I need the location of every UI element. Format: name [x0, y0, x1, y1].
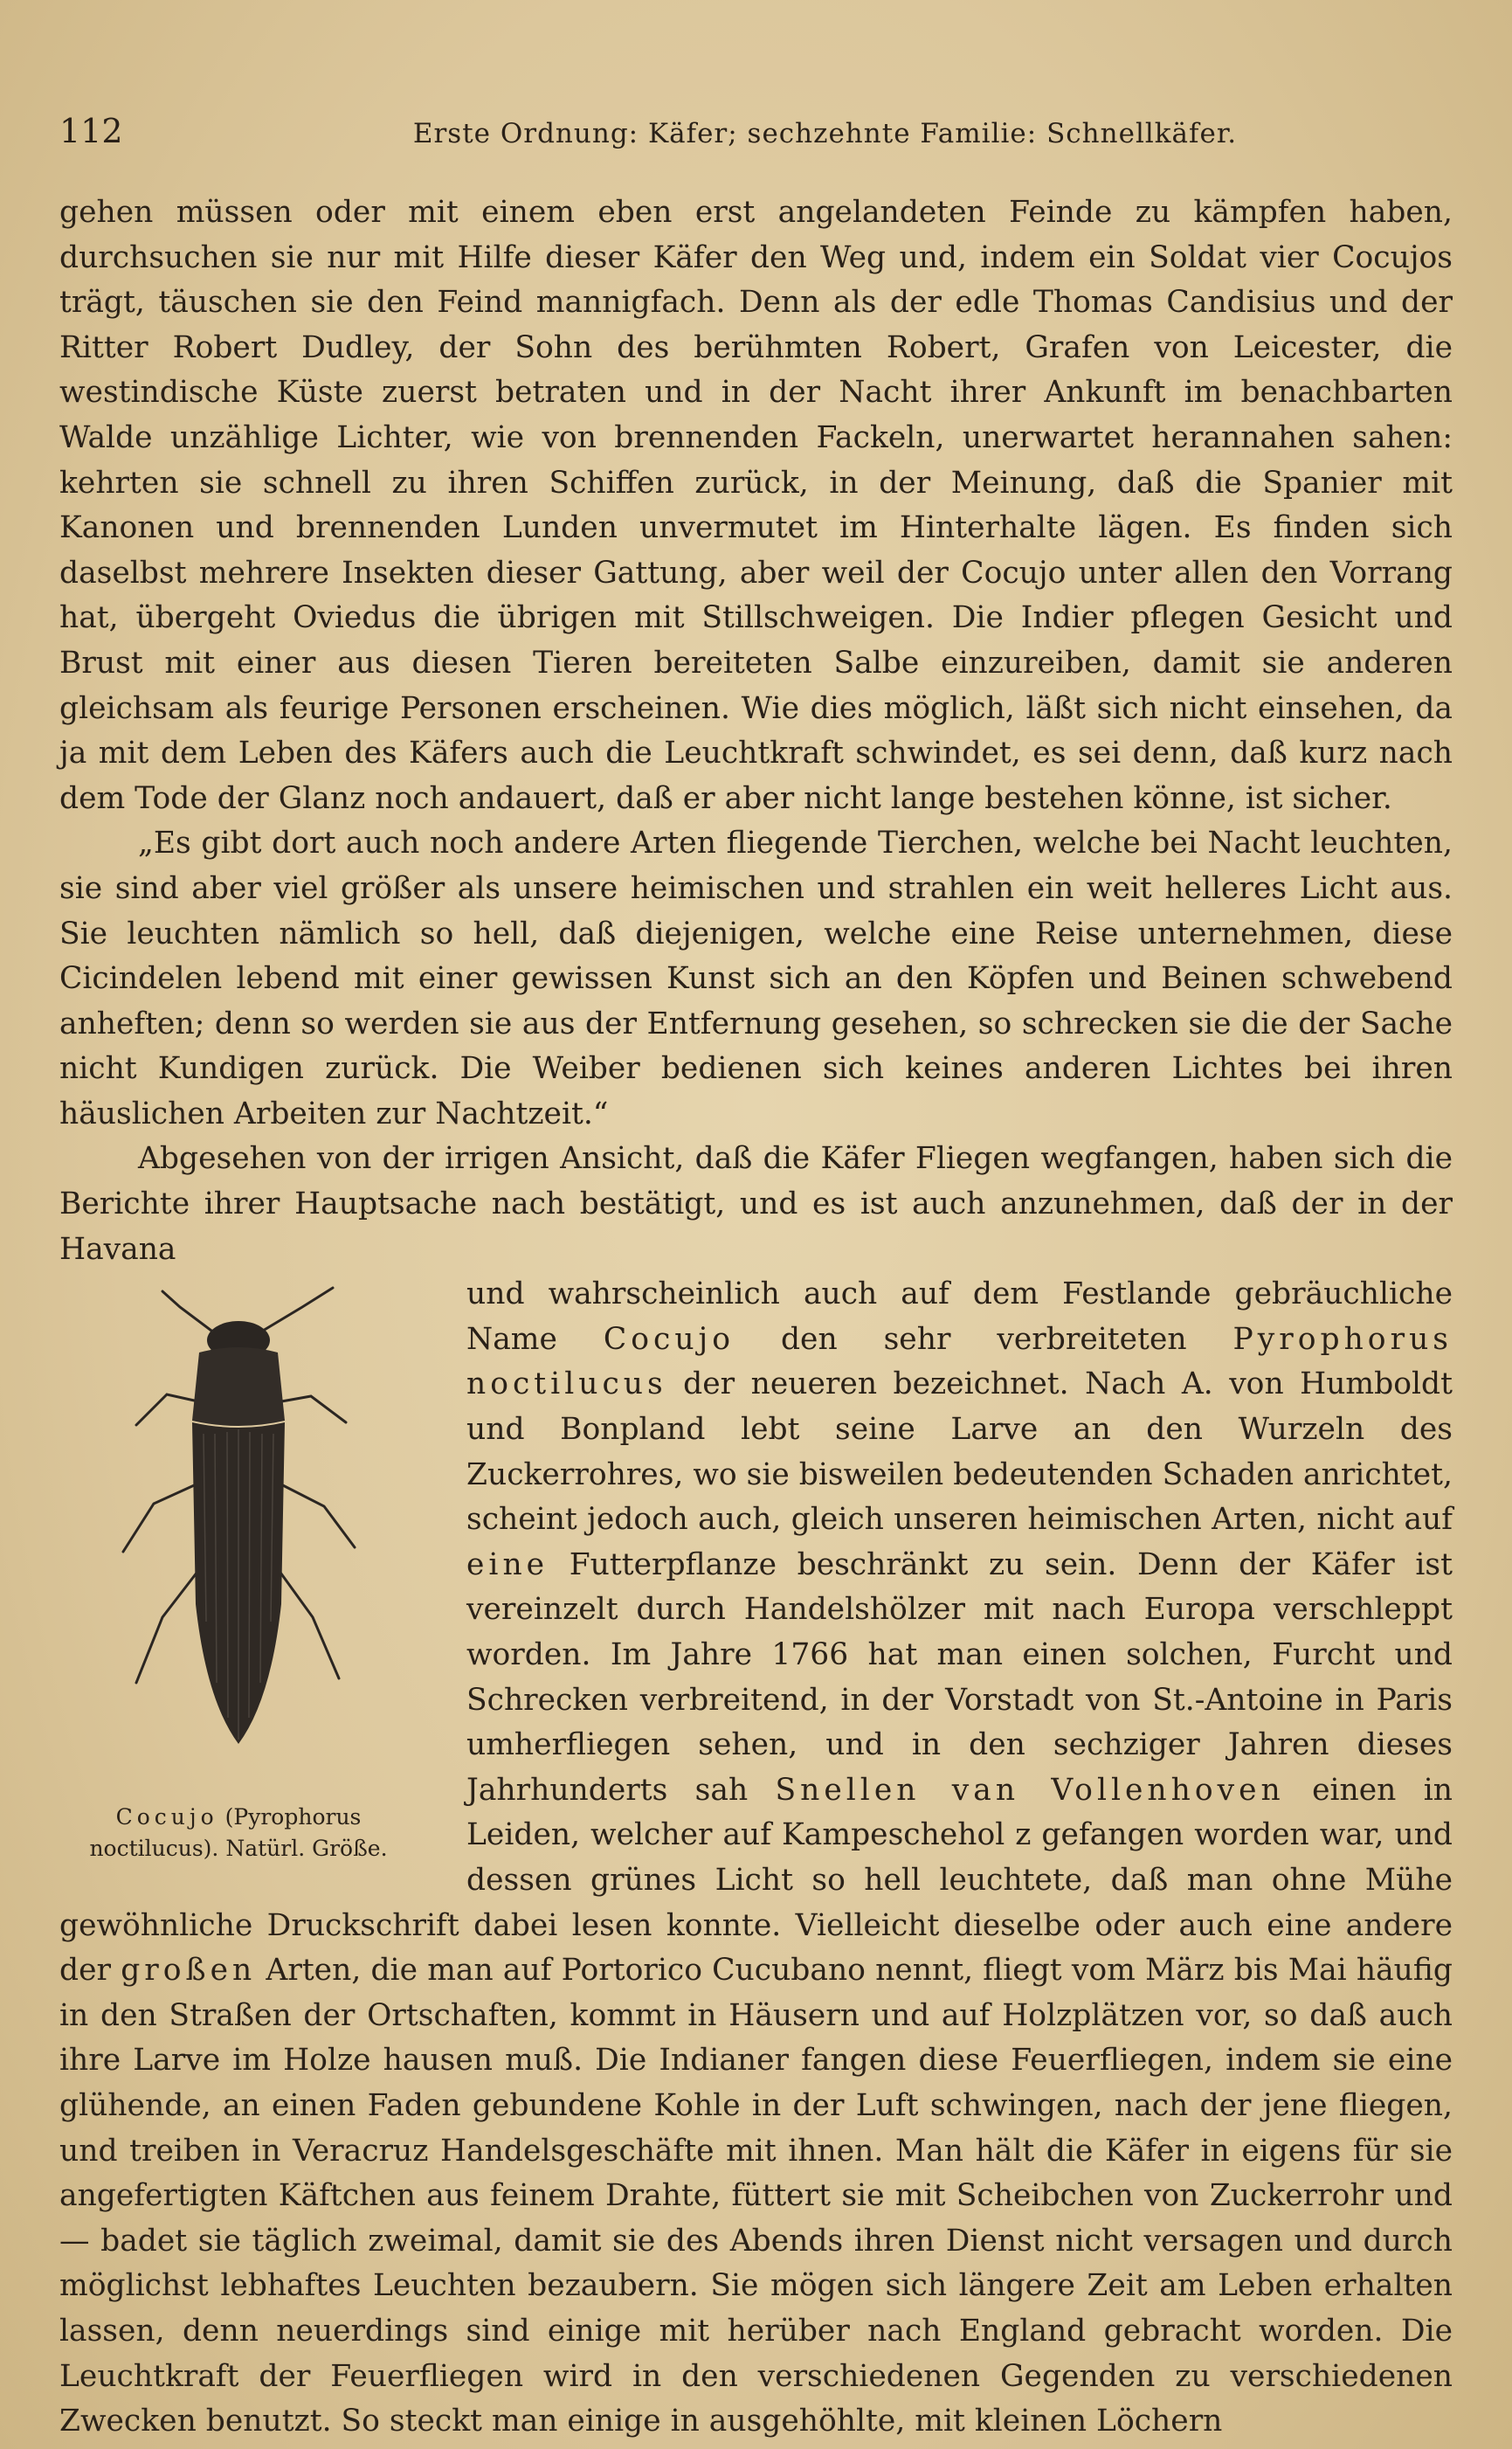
caption-species: (Pyrophorus noctilucus). [89, 1804, 362, 1862]
term-cocujo: Cocujo [603, 1321, 735, 1357]
figure-caption [59, 1802, 418, 1864]
page-body [59, 190, 1453, 2445]
paragraph-3-part-a: und wahrscheinlich auch auf dem Festlande gebräuchliche Name [466, 1276, 1453, 1357]
caption-size: Natürl. Größe. [225, 1836, 388, 1862]
term-species: Pyrophorus noctilucus [466, 1321, 1453, 1402]
paragraph-3-part-f: Arten, die man auf Portorico Cucubano nennt, fliegt vom März bis Mai häufig in den Straßen der Ortschaften, kommt in Häusern und auf Holzplätzen vor, so daß auch ihre Larve im Holze hausen muß. Die Indianer fangen diese Feuerfliegen, indem sie eine glühende, an einen Faden gebundene Kohle in der Luft schwingen, nach der jene fliegen, und treiben in Veracruz Handelsgeschäfte mit ihnen. Man hält die Käfer in eigens für sie angefertigten Käftchen aus feinem Drahte, füttert sie mit Scheibchen von Zuckerrohr und — badet sie täglich zweimal, damit sie des Abends ihren Dienst nicht versagen und durch möglichst lebhaftes Leuchten bezaubern. Sie mögen sich längere Zeit am Leben erhalten lassen, denn neuerdings sind einige mit herüber nach England gebracht worden. Die Leuchtkraft der Feuerfliegen wird in den verschiedenen Gegenden zu verschiedenen Zwecken benutzt. So steckt man einige in ausgehöhlte, mit kleinen Löchern [59, 1953, 1453, 2439]
caption-name: Cocujo [115, 1804, 218, 1830]
page-header [59, 112, 1451, 156]
paragraph-3-lead: Abgesehen von der irrigen Ansicht, daß die Käfer Fliegen wegfangen, haben sich die Berichte ihrer Hauptsache nach bestätigt, und es ist auch anzunehmen, daß der in der Havana [59, 1141, 1453, 1267]
term-grossen: großen [121, 1953, 257, 1989]
paragraph-3-part-d: Futterpflanze beschränkt zu sein. Denn der Käfer ist vereinzelt durch Handelshölzer mit nach Europa verschleppt worden. Im Jahre 1766 hat man einen solchen, Furcht und Schrecken verbreitend, in der Vorstadt von St.-Antoine in Paris umherfliegen sehen, und in den sechziger Jahren dieses Jahrhunderts sah [466, 1546, 1453, 1808]
beetle-figure [59, 1272, 435, 1897]
beetle-illustration-icon [84, 1272, 398, 1761]
paragraph-3-part-b: den sehr verbreiteten [735, 1321, 1233, 1357]
paragraph-3-part-c: der neueren bezeichnet. Nach A. von Humboldt und Bonpland lebt seine Larve an den Wurzeln des Zuckerrohres, wo sie bisweilen bedeutenden Schaden anrichtet, scheint jedoch auch, gleich unseren heimischen Arten, nicht auf [466, 1366, 1453, 1538]
term-eine: eine [466, 1546, 549, 1582]
page-number: 112 [59, 112, 123, 150]
paragraph-1: gehen müssen oder mit einem eben erst angelandeten Feinde zu kämpfen haben, durchsuchen sie nur mit Hilfe dieser Käfer den Weg und, indem ein Soldat vier Cocujos trägt, täuschen sie den Feind mannigfach. Denn als der edle Thomas Candisius und der Ritter Robert Dudley, der Sohn des berühmten Robert, Grafen von Leicester, die westindische Küste zuerst betraten und in der Nacht ihrer Ankunft im benachbarten Walde unzählige Lichter, wie von brennenden Fackeln, unerwartet herannahen sahen: kehrten sie schnell zu ihren Schiffen zurück, in der Meinung, daß die Spanier mit Kanonen und brennenden Lunden unvermutet im Hinterhalte lägen. Es finden sich daselbst mehrere Insekten dieser Gattung, aber weil der Cocujo unter allen den Vorrang hat, übergeht Oviedus die übrigen mit Stillschweigen. Die Indier pflegen Gesicht und Brust mit einer aus diesen Tieren bereiteten Salbe einzureiben, damit sie anderen gleichsam als feurige Personen erscheinen. Wie dies möglich, läßt sich nicht einsehen, da ja mit dem Leben des Käfers auch die Leuchtkraft schwindet, es sei denn, daß kurz nach dem Tode der Glanz noch andauert, daß er aber nicht lange bestehen könne, ist sicher. [59, 195, 1453, 816]
term-snellen: Snellen van Vollenhoven [775, 1772, 1285, 1808]
paragraph-2: „Es gibt dort auch noch andere Arten fliegende Tierchen, welche bei Nacht leuchten, sie sind aber viel größer als unsere heimischen und strahlen ein weit helleres Licht aus. Sie leuchten nämlich so hell, daß diejenigen, welche eine Reise unternehmen, diese Cicindelen lebend mit einer gewissen Kunst sich an den Köpfen und Beinen schwebend anheften; denn so werden sie aus der Entfernung gesehen, so schrecken sie die der Sache nicht Kundigen zurück. Die Weiber bedienen sich keines anderen Lichtes bei ihren häuslichen Arbeiten zur Nachtzeit.“ [59, 826, 1453, 1131]
paragraph-3-part-e: einen in Leiden, welcher auf Kampeschehol z gefangen worden war, und dessen grünes Licht so hell leuchtete, daß man ohne Mühe gewöhnliche Druckschrift dabei lesen konnte. Vielleicht dieselbe oder auch eine andere der [59, 1772, 1453, 1989]
running-head: Erste Ordnung: Käfer; sechzehnte Familie: Schnellkäfer. [412, 118, 1238, 149]
